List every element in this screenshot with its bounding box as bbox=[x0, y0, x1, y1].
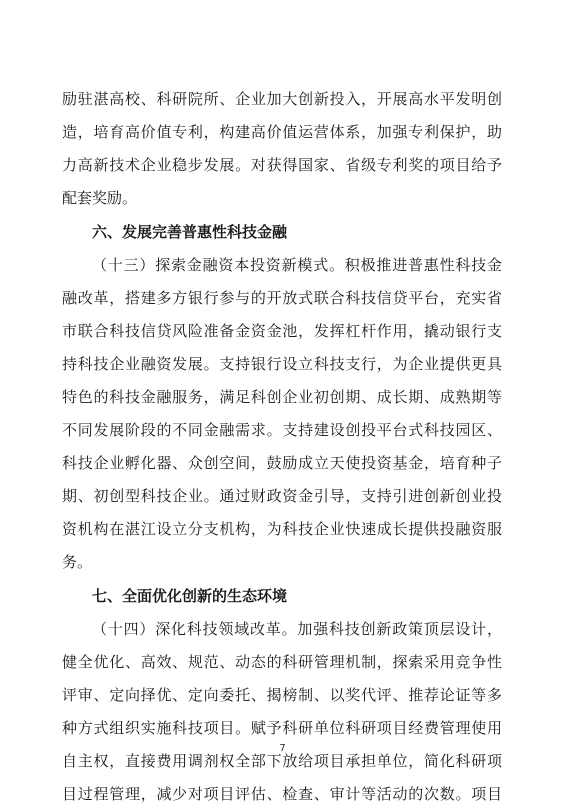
text-line: 评审、定向择优、定向委托、揭榜制、以奖代评、推荐论证等多 bbox=[62, 686, 502, 704]
paragraph-continued bbox=[62, 83, 502, 215]
text-line: 不同发展阶段的不同金融需求。支持建设创投平台式科技园区、 bbox=[62, 421, 502, 439]
text-line: 种方式组织实施科技项目。赋予科研单位科研项目经费管理使用 bbox=[62, 719, 502, 737]
section-heading-seven: 七、全面优化创新的生态环境 bbox=[92, 587, 288, 605]
text-line: 力高新技术企业稳步发展。对获得国家、省级专利奖的项目给予 bbox=[62, 156, 502, 174]
document-body bbox=[62, 83, 502, 811]
text-line: 融改革，搭建多方银行参与的开放式联合科技信贷平台，充实省 bbox=[62, 289, 502, 307]
text-line: 持科技企业融资发展。支持银行设立科技支行，为企业提供更具 bbox=[62, 355, 502, 373]
text-line: 市联合科技信贷风险准备金资金池，发挥杠杆作用，撬动银行支 bbox=[62, 322, 502, 340]
text-line: 务。 bbox=[62, 553, 93, 571]
text-line: 科技企业孵化器、众创空间，鼓励成立天使投资基金，培育种子 bbox=[62, 454, 502, 472]
paragraph-14 bbox=[62, 613, 502, 811]
text-line: 配套奖励。 bbox=[62, 189, 138, 207]
page-number: 7 bbox=[279, 743, 286, 754]
text-line: 目过程管理，减少对项目评估、检查、审计等活动的次数。项目 bbox=[62, 785, 502, 803]
text-line: 自主权，直接费用调剂权全部下放给项目承担单位，简化科研项 bbox=[62, 752, 502, 770]
text-line: 资机构在湛江设立分支机构，为科技企业快速成长提供投融资服 bbox=[62, 520, 502, 538]
text-line: （十四）深化科技领域改革。加强科技创新政策顶层设计， bbox=[92, 620, 502, 638]
section-heading-six: 六、发展完善普惠性科技金融 bbox=[92, 223, 288, 241]
paragraph-13 bbox=[62, 249, 502, 579]
text-line: 健全优化、高效、规范、动态的科研管理机制，探索采用竞争性 bbox=[62, 653, 502, 671]
text-line: 励驻湛高校、科研院所、企业加大创新投入，开展高水平发明创 bbox=[62, 90, 502, 108]
text-line: 特色的科技金融服务，满足科创企业初创期、成长期、成熟期等 bbox=[62, 388, 502, 406]
text-line: 造，培育高价值专利，构建高价值运营体系，加强专利保护，助 bbox=[62, 123, 502, 141]
text-line: 期、初创型科技企业。通过财政资金引导，支持引进创新创业投 bbox=[62, 487, 502, 505]
text-line: （十三）探索金融资本投资新模式。积极推进普惠性科技金 bbox=[92, 256, 502, 274]
